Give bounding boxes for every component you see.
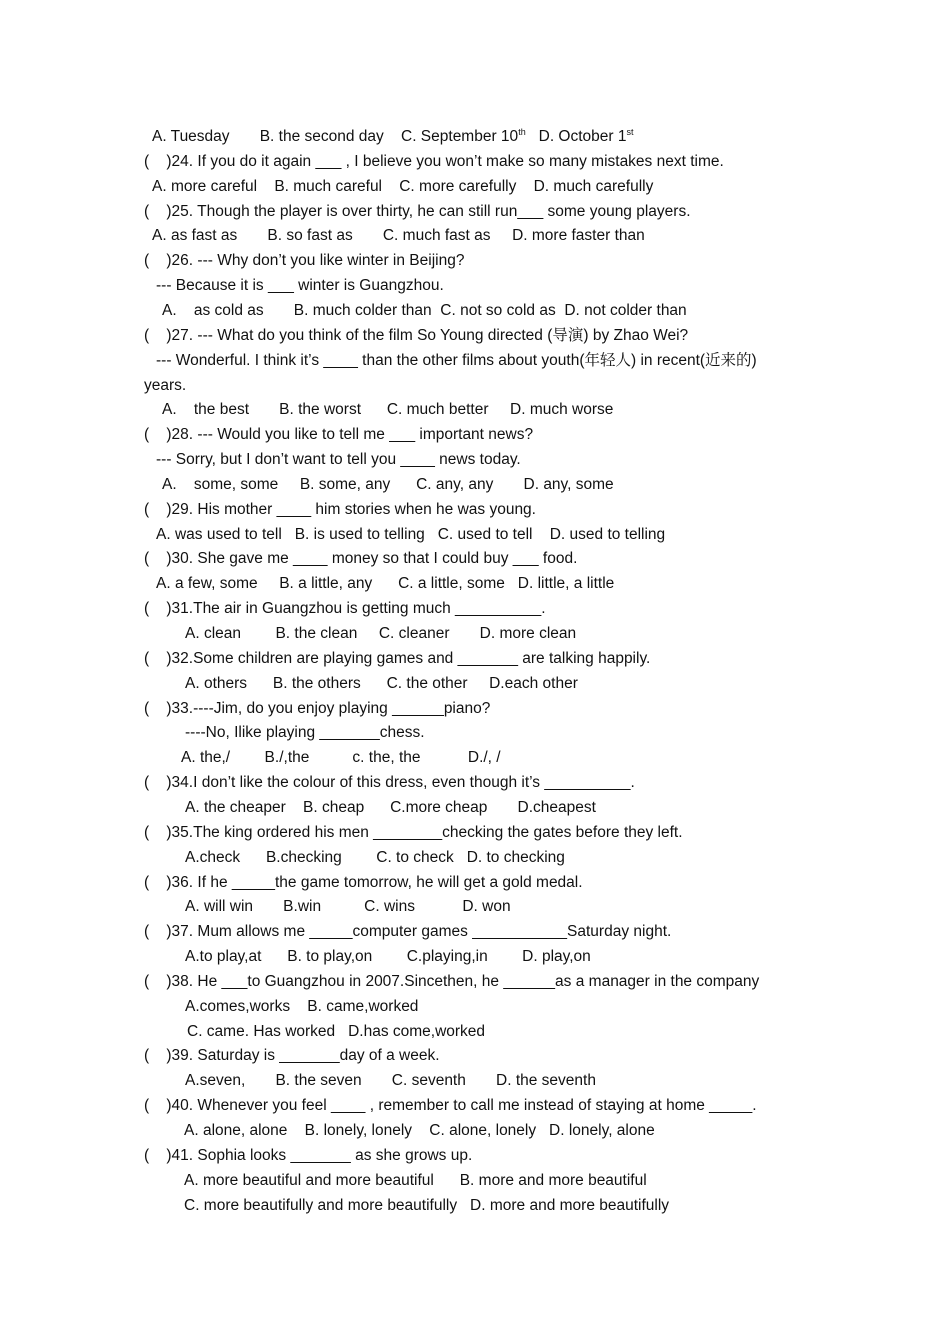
- text-line-l20: [144, 599, 546, 619]
- text-line-l34: [185, 947, 591, 967]
- text-line-l36: [185, 997, 418, 1017]
- text-line-l33: [144, 922, 671, 942]
- line-text: A.check B.checking C. to check D. to checking: [185, 848, 565, 866]
- text-line-l27: [144, 773, 635, 793]
- line-text: A. others B. the others C. the other D.each other: [185, 674, 578, 692]
- line-text: A. alone, alone B. lonely, lonely C. alone, lonely D. lonely, alone: [184, 1122, 655, 1139]
- line-text: ( )38. He ___to Guangzhou in 2007.Sincethen, he ______as a manager in the company: [144, 972, 760, 990]
- text-line-l06: [144, 251, 464, 271]
- line-text: ( )35.The king ordered his men ________checking the gates before they left.: [144, 823, 683, 841]
- text-line-l15: [162, 475, 614, 495]
- text-line-l01: [152, 127, 634, 147]
- text-line-l12: [162, 400, 613, 420]
- line-text: A. more beautiful and more beautiful B. more and more beautiful: [184, 1171, 647, 1189]
- text-line-l16: [144, 500, 536, 520]
- line-text: ( )27. --- What do you think of the film So Young directed (导演) by Zhao Wei?: [144, 326, 689, 344]
- text-line-l32: [185, 897, 511, 917]
- line-text: C. came. Has worked D.has come,worked: [187, 1022, 486, 1040]
- text-line-l41: [184, 1121, 655, 1141]
- text-line-l04: [144, 202, 691, 222]
- text-line-l05: [152, 226, 645, 246]
- line-text: ( )26. --- Why don’t you like winter in Beijing?: [144, 252, 465, 270]
- superscript: th: [518, 126, 526, 137]
- line-text: --- Wonderful. I think it’s ____ than the other films about youth(年轻人) in recent(近来的): [156, 351, 757, 369]
- text-line-l31: [144, 873, 583, 893]
- text-line-l42: [144, 1146, 472, 1166]
- line-text: A.to play,at B. to play,on C.playing,in D. play,on: [185, 948, 591, 966]
- text-line-l26: [181, 748, 501, 768]
- line-text: --- Sorry, but I don’t want to tell you ____ news today.: [156, 451, 521, 469]
- text-line-l19: [156, 574, 614, 594]
- line-text: --- Because it is ___ winter is Guangzhou.: [156, 277, 444, 295]
- line-text: ( )31.The air in Guangzhou is getting much __________.: [144, 600, 546, 618]
- line-text: A. as cold as B. much colder than C. not so cold as D. not colder than: [162, 301, 687, 319]
- text-line-l07: [156, 276, 444, 296]
- line-text: C. more beautifully and more beautifully D. more and more beautifully: [184, 1196, 670, 1214]
- text-line-l08: [162, 301, 687, 321]
- line-text: A. will win B.win C. wins D. won: [185, 898, 511, 916]
- text-line-l02: [144, 152, 724, 172]
- line-text: A.seven, B. the seven C. seventh D. the seventh: [185, 1072, 596, 1090]
- line-text: A. Tuesday B. the second day C. September 10: [152, 128, 519, 145]
- text-line-l18: [144, 549, 577, 569]
- text-line-l44: [184, 1196, 669, 1216]
- text-line-l28: [185, 798, 596, 818]
- line-text: A. the cheaper B. cheap C.more cheap D.cheapest: [185, 798, 596, 816]
- line-text: ( )41. Sophia looks _______ as she grows up.: [144, 1146, 473, 1164]
- line-text: ( )32.Some children are playing games and _______ are talking happily.: [144, 649, 651, 667]
- line-text: A. some, some B. some, any C. any, any D. any, some: [162, 475, 614, 493]
- text-line-l29: [144, 823, 683, 843]
- line-text: D. October 1: [525, 128, 627, 145]
- line-text: ( )40. Whenever you feel ____ , remember to call me instead of staying at home _____.: [144, 1097, 757, 1115]
- text-line-l23: [185, 674, 578, 694]
- line-text: A. clean B. the clean C. cleaner D. more clean: [185, 625, 577, 642]
- text-line-l09: [144, 326, 688, 346]
- text-line-l40: [144, 1096, 757, 1116]
- line-text: ( )28. --- Would you like to tell me ___ important news?: [144, 426, 534, 444]
- text-line-l43: [184, 1171, 647, 1191]
- text-line-l14: [156, 450, 521, 470]
- text-line-l11: [144, 376, 186, 396]
- line-text: ( )30. She gave me ____ money so that I could buy ___ food.: [144, 550, 578, 568]
- line-text: A. more careful B. much careful C. more carefully D. much carefully: [152, 177, 654, 195]
- line-text: ( )37. Mum allows me _____computer games ___________Saturday night.: [144, 923, 672, 941]
- text-line-l17: [156, 525, 665, 545]
- line-text: A. the,/ B./,the c. the, the D./, /: [181, 749, 501, 767]
- line-text: ( )33.----Jim, do you enjoy playing ______piano?: [144, 699, 491, 717]
- text-line-l35: [144, 972, 759, 992]
- text-line-l22: [144, 649, 650, 669]
- line-text: A. was used to tell B. is used to telling C. used to tell D. used to telling: [156, 525, 666, 543]
- text-line-l38: [144, 1046, 440, 1066]
- text-line-l10: [156, 351, 757, 371]
- text-line-l37: [187, 1022, 485, 1042]
- text-line-l24: [144, 699, 490, 719]
- text-line-l25: [185, 723, 425, 743]
- line-text: ( )24. If you do it again ___ , I believe you won’t make so many mistakes next time.: [144, 152, 724, 170]
- line-text: ( )39. Saturday is _______day of a week.: [144, 1047, 440, 1065]
- line-text: A.comes,works B. came,worked: [185, 997, 419, 1015]
- line-text: ( )29. His mother ____ him stories when he was young.: [144, 500, 536, 518]
- text-line-l03: [152, 177, 653, 197]
- superscript: st: [626, 126, 634, 137]
- text-line-l30: [185, 848, 565, 868]
- line-text: A. as fast as B. so fast as C. much fast as D. more faster than: [152, 227, 645, 245]
- line-text: A. the best B. the worst C. much better D. much worse: [162, 401, 614, 419]
- text-line-l39: [185, 1071, 596, 1091]
- line-text: ( )25. Though the player is over thirty, he can still run___ some young players.: [144, 202, 691, 220]
- line-text: ( )34.I don’t like the colour of this dress, even though it’s __________.: [144, 774, 635, 792]
- line-text: A. a few, some B. a little, any C. a little, some D. little, a little: [156, 575, 615, 593]
- line-text: years.: [144, 376, 187, 394]
- line-text: ( )36. If he _____the game tomorrow, he will get a gold medal.: [144, 873, 583, 891]
- text-line-l21: [185, 624, 576, 644]
- line-text: ----No, Ilike playing _______chess.: [185, 724, 425, 742]
- text-line-l13: [144, 425, 533, 445]
